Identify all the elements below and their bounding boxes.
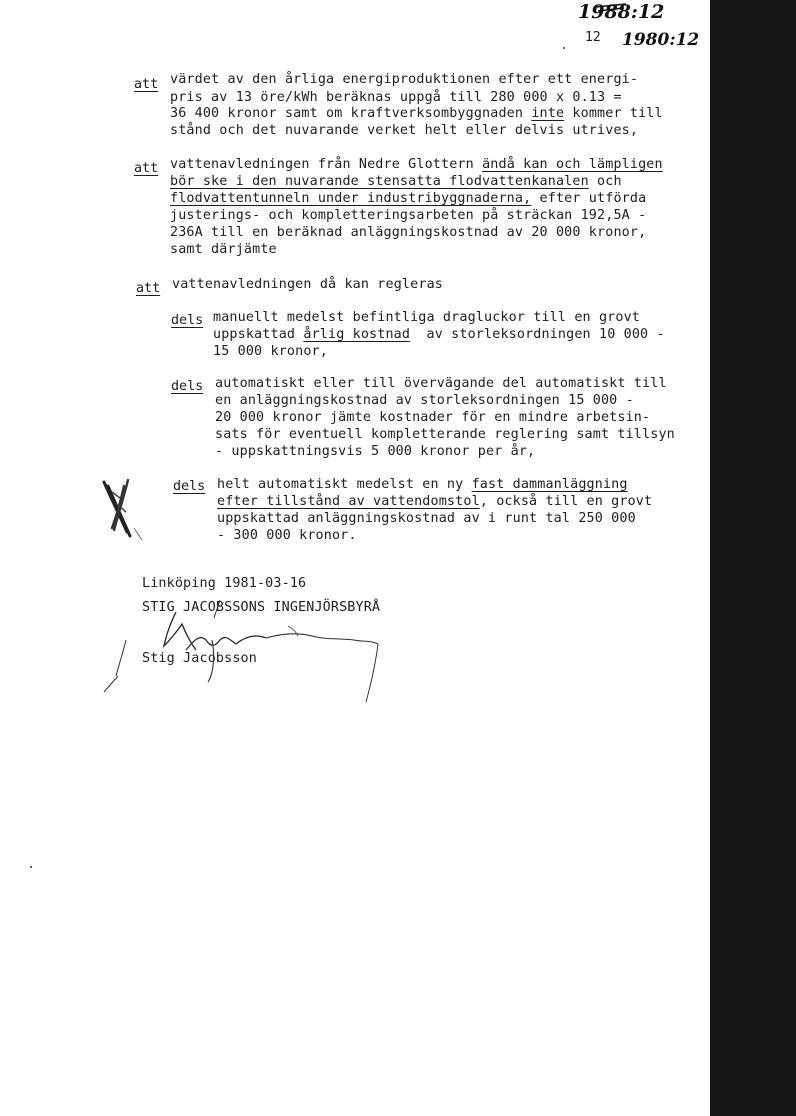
section-3-line-1: vattenavledningen då kan regleras xyxy=(172,277,443,292)
signatory-name: Stig Jacobsson xyxy=(142,651,257,666)
option-1-line-1: manuellt medelst befintliga dragluckor till en grovt xyxy=(213,310,641,325)
dels-keyword-3: dels xyxy=(173,479,206,494)
option-2-line-4: sats för eventuell kompletterande reglering samt tillsyn xyxy=(215,427,675,442)
option-3-line-3: uppskattad anläggningskostnad av i runt tal 250 000 xyxy=(217,511,636,526)
dels-keyword-1: dels xyxy=(171,313,204,328)
option-1-line-3: 15 000 kronor, xyxy=(213,344,328,359)
section-1-line-1: värdet av den årliga energiproduktionen efter ett energi- xyxy=(170,72,639,87)
scanner-dark-edge xyxy=(710,0,796,1116)
section-2-line-2: bör ske i den nuvarande stensatta flodvattenkanalen och xyxy=(170,174,622,189)
section-1-line-2: pris av 13 öre/kWh beräknas uppgå till 280 000 x 0.13 = xyxy=(170,90,622,105)
section-2-line-1: vattenavledningen från Nedre Glottern ändå kan och lämpligen xyxy=(170,157,663,172)
page-number: 12 xyxy=(585,30,601,45)
option-2-line-5: - uppskattningsvis 5 000 kronor per år, xyxy=(215,444,536,459)
option-2-line-2: en anläggningskostnad av storleksordningen 15 000 - xyxy=(215,393,634,408)
section-2-line-3: flodvattentunneln under industribyggnaderna, efter utförda xyxy=(170,191,647,206)
dels-keyword-2: dels xyxy=(171,379,204,394)
option-3-line-4: - 300 000 kronor. xyxy=(217,528,357,543)
scan-speck-lower xyxy=(30,866,32,868)
att-keyword-2: att xyxy=(134,161,159,176)
section-1-line-4: stånd och det nuvarande verket helt eller delvis utrives, xyxy=(170,123,639,138)
archive-stamp-top: 1988:12 xyxy=(578,1,665,23)
archive-stamp-page: 1980:12 xyxy=(622,30,700,50)
att-keyword-1: att xyxy=(134,77,159,92)
section-2-line-6: samt därjämte xyxy=(170,242,277,257)
section-1-line-3: 36 400 kronor samt om kraftverksombyggnaden inte kommer till xyxy=(170,106,663,121)
option-2-line-3: 20 000 kronor jämte kostnader för en mindre arbetsin- xyxy=(215,410,651,425)
att-keyword-3: att xyxy=(136,281,161,296)
option-3-line-1: helt automatiskt medelst en ny fast dammanläggning xyxy=(217,477,628,492)
option-3-line-2: efter tillstånd av vattendomstol, också till en grovt xyxy=(217,494,653,509)
section-2-line-5: 236A till en beräknad anläggningskostnad av 20 000 kronor, xyxy=(170,225,647,240)
option-2-line-1: automatiskt eller till övervägande del automatiskt till xyxy=(215,376,667,391)
company-name: STIG JACOBSSONS INGENJÖRSBYRÅ xyxy=(142,600,381,615)
section-2-line-4: justerings- och kompletteringsarbeten på sträckan 192,5A - xyxy=(170,208,647,223)
option-1-line-2: uppskattad årlig kostnad av storleksordningen 10 000 - xyxy=(213,327,665,342)
place-date: Linköping 1981-03-16 xyxy=(142,576,307,591)
